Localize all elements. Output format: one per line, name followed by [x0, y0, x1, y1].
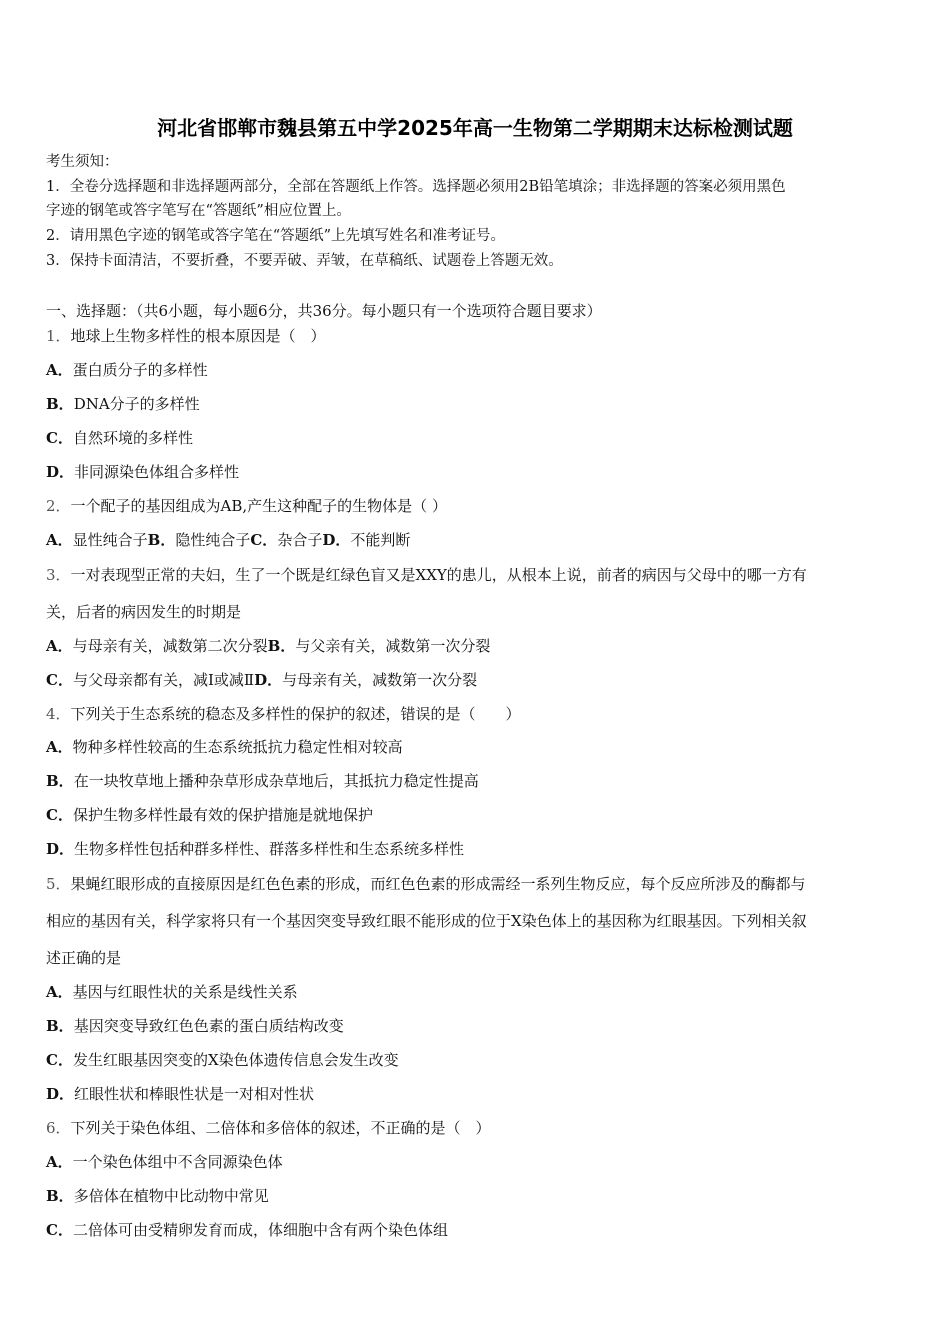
- option-text: 基因与红眼性状的关系是线性关系: [72, 983, 298, 1001]
- option-text: 在一块牧草地上播种杂草形成杂草地后，其抵抗力稳定性提高: [73, 772, 479, 790]
- q5-option-d: [46, 1084, 906, 1104]
- q6-option-c: [46, 1220, 906, 1240]
- option-text: 与父亲有关，减数第一次分裂: [295, 637, 491, 655]
- q6-option-b: [46, 1186, 906, 1206]
- question-number: 1．: [46, 327, 71, 345]
- option-letter: A．: [46, 1153, 73, 1171]
- option-letter: D．: [322, 531, 351, 549]
- option-text: 物种多样性较高的生态系统抵抗力稳定性相对较高: [72, 738, 403, 756]
- q4-option-a: [46, 737, 906, 757]
- option-text: 多倍体在植物中比动物中常见: [73, 1187, 269, 1205]
- q3-option-a: [46, 637, 268, 655]
- option-text: 非同源染色体组合多样性: [74, 463, 240, 481]
- option-letter: B．: [267, 637, 296, 655]
- question-stem: 一对表现型正常的夫妇，生了一个既是红绿色盲又是XXY的患儿，从根本上说，前者的病因与父母中的哪一方有: [70, 566, 807, 584]
- q4-option-c: [46, 805, 906, 825]
- option-letter: C．: [46, 671, 73, 689]
- q3-option-d: [254, 671, 477, 689]
- notice-item-2: 2．请用黑色字迹的钢笔或答字笔在“答题纸”上先填写姓名和准考证号。: [46, 228, 506, 244]
- question-number: 5．: [46, 875, 71, 893]
- option-letter: A．: [46, 637, 73, 655]
- option-text: 生物多样性包括种群多样性、群落多样性和生态系统多样性: [74, 840, 465, 858]
- question-3: [46, 565, 906, 585]
- q3-option-c: [46, 671, 254, 689]
- q2-option-a: [46, 531, 148, 549]
- q3-option-b: [268, 637, 491, 655]
- question-stem: 果蝇红眼形成的直接原因是红色色素的形成，而红色色素的形成需经一系列生物反应，每个反应所涉及的酶都与: [70, 875, 806, 893]
- option-text: 红眼性状和棒眼性状是一对相对性状: [74, 1085, 315, 1103]
- question-1: [46, 326, 906, 346]
- option-letter: D．: [46, 1085, 75, 1103]
- q2-option-c: [250, 531, 322, 549]
- option-letter: A．: [46, 531, 73, 549]
- option-text: DNA分子的多样性: [73, 395, 200, 413]
- section-heading: 一、选择题：（共6小题，每小题6分，共36分。每小题只有一个选项符合题目要求）: [46, 302, 602, 320]
- q2-options-row: [46, 530, 906, 550]
- q1-option-b: [46, 394, 906, 414]
- option-text: 杂合子: [277, 531, 323, 549]
- option-letter: A．: [46, 738, 73, 756]
- option-text: 二倍体可由受精卵发育而成，体细胞中含有两个染色体组: [72, 1221, 448, 1239]
- q2-option-d: [322, 531, 410, 549]
- q1-option-d: [46, 462, 906, 482]
- notice-item-1b: 字迹的钢笔或答字笔写在“答题纸”相应位置上。: [46, 203, 351, 219]
- option-letter: D．: [46, 463, 75, 481]
- option-text: 不能判断: [350, 531, 411, 549]
- q2-option-b: [148, 531, 251, 549]
- q6-option-a: [46, 1152, 906, 1172]
- option-text: 发生红眼基因突变的X染色体遗传信息会发生改变: [72, 1051, 399, 1069]
- option-letter: B．: [46, 395, 74, 413]
- option-letter: D．: [46, 840, 75, 858]
- page-title: 河北省邯郸市魏县第五中学2025年高一生物第二学期期末达标检测试题: [157, 116, 793, 140]
- option-letter: C．: [250, 531, 278, 549]
- option-letter: C．: [46, 429, 73, 447]
- option-text: 显性纯合子: [72, 531, 148, 549]
- question-number: 3．: [46, 566, 71, 584]
- option-letter: B．: [46, 1187, 74, 1205]
- option-letter: C．: [46, 806, 73, 824]
- option-text: 隐性纯合子: [175, 531, 251, 549]
- option-text: 蛋白质分子的多样性: [72, 361, 208, 379]
- option-letter: C．: [46, 1221, 73, 1239]
- q4-option-d: [46, 839, 906, 859]
- question-stem: 下列关于生态系统的稳态及多样性的保护的叙述，错误的是（ ）: [70, 705, 521, 723]
- option-text: 基因突变导致红色色素的蛋白质结构改变: [73, 1017, 344, 1035]
- question-stem: 下列关于染色体组、二倍体和多倍体的叙述，不正确的是（ ）: [70, 1119, 491, 1137]
- option-text: 保护生物多样性最有效的保护措施是就地保护: [72, 806, 373, 824]
- q4-option-b: [46, 771, 906, 791]
- option-text: 与母亲有关，减数第一次分裂: [282, 671, 478, 689]
- q3-options-row-2: [46, 670, 906, 690]
- notice-heading: 考生须知：: [46, 154, 119, 170]
- option-letter: A．: [46, 983, 73, 1001]
- question-2: [46, 496, 906, 516]
- q5-option-a: [46, 982, 906, 1002]
- question-4: [46, 704, 906, 724]
- option-letter: A．: [46, 361, 73, 379]
- q3-options-row-1: [46, 636, 906, 656]
- question-3-cont: 关，后者的病因发生的时期是: [46, 603, 242, 621]
- q5-option-c: [46, 1050, 906, 1070]
- option-letter: D．: [254, 671, 283, 689]
- question-5: [46, 874, 906, 894]
- option-letter: C．: [46, 1051, 73, 1069]
- notice-item-3: 3．保持卡面清洁，不要折叠，不要弄破、弄皱，在草稿纸、试题卷上答题无效。: [46, 253, 563, 269]
- question-6: [46, 1118, 906, 1138]
- question-stem: 一个配子的基因组成为AB,产生这种配子的生物体是（ ）: [70, 497, 447, 515]
- q5-option-b: [46, 1016, 906, 1036]
- option-text: 与父母亲都有关，减Ⅰ或减Ⅱ: [72, 671, 255, 689]
- question-number: 2．: [46, 497, 71, 515]
- q1-option-c: [46, 428, 906, 448]
- option-text: 一个染色体组中不含同源染色体: [72, 1153, 283, 1171]
- option-letter: B．: [46, 772, 74, 790]
- question-number: 6．: [46, 1119, 71, 1137]
- option-text: 与母亲有关，减数第二次分裂: [72, 637, 268, 655]
- question-number: 4．: [46, 705, 71, 723]
- question-stem: 地球上生物多样性的根本原因是（ ）: [70, 327, 326, 345]
- question-5-cont-1: 相应的基因有关，科学家将只有一个基因突变导致红眼不能形成的位于X染色体上的基因称为红眼基因。下列相关叙: [46, 912, 807, 930]
- option-letter: B．: [147, 531, 176, 549]
- q1-option-a: [46, 360, 906, 380]
- question-5-cont-2: 述正确的是: [46, 949, 122, 967]
- option-letter: B．: [46, 1017, 74, 1035]
- notice-item-1a: 1．全卷分选择题和非选择题两部分，全部在答题纸上作答。选择题必须用2B铅笔填涂；非选择题的答案必须用黑色: [46, 179, 786, 195]
- option-text: 自然环境的多样性: [72, 429, 193, 447]
